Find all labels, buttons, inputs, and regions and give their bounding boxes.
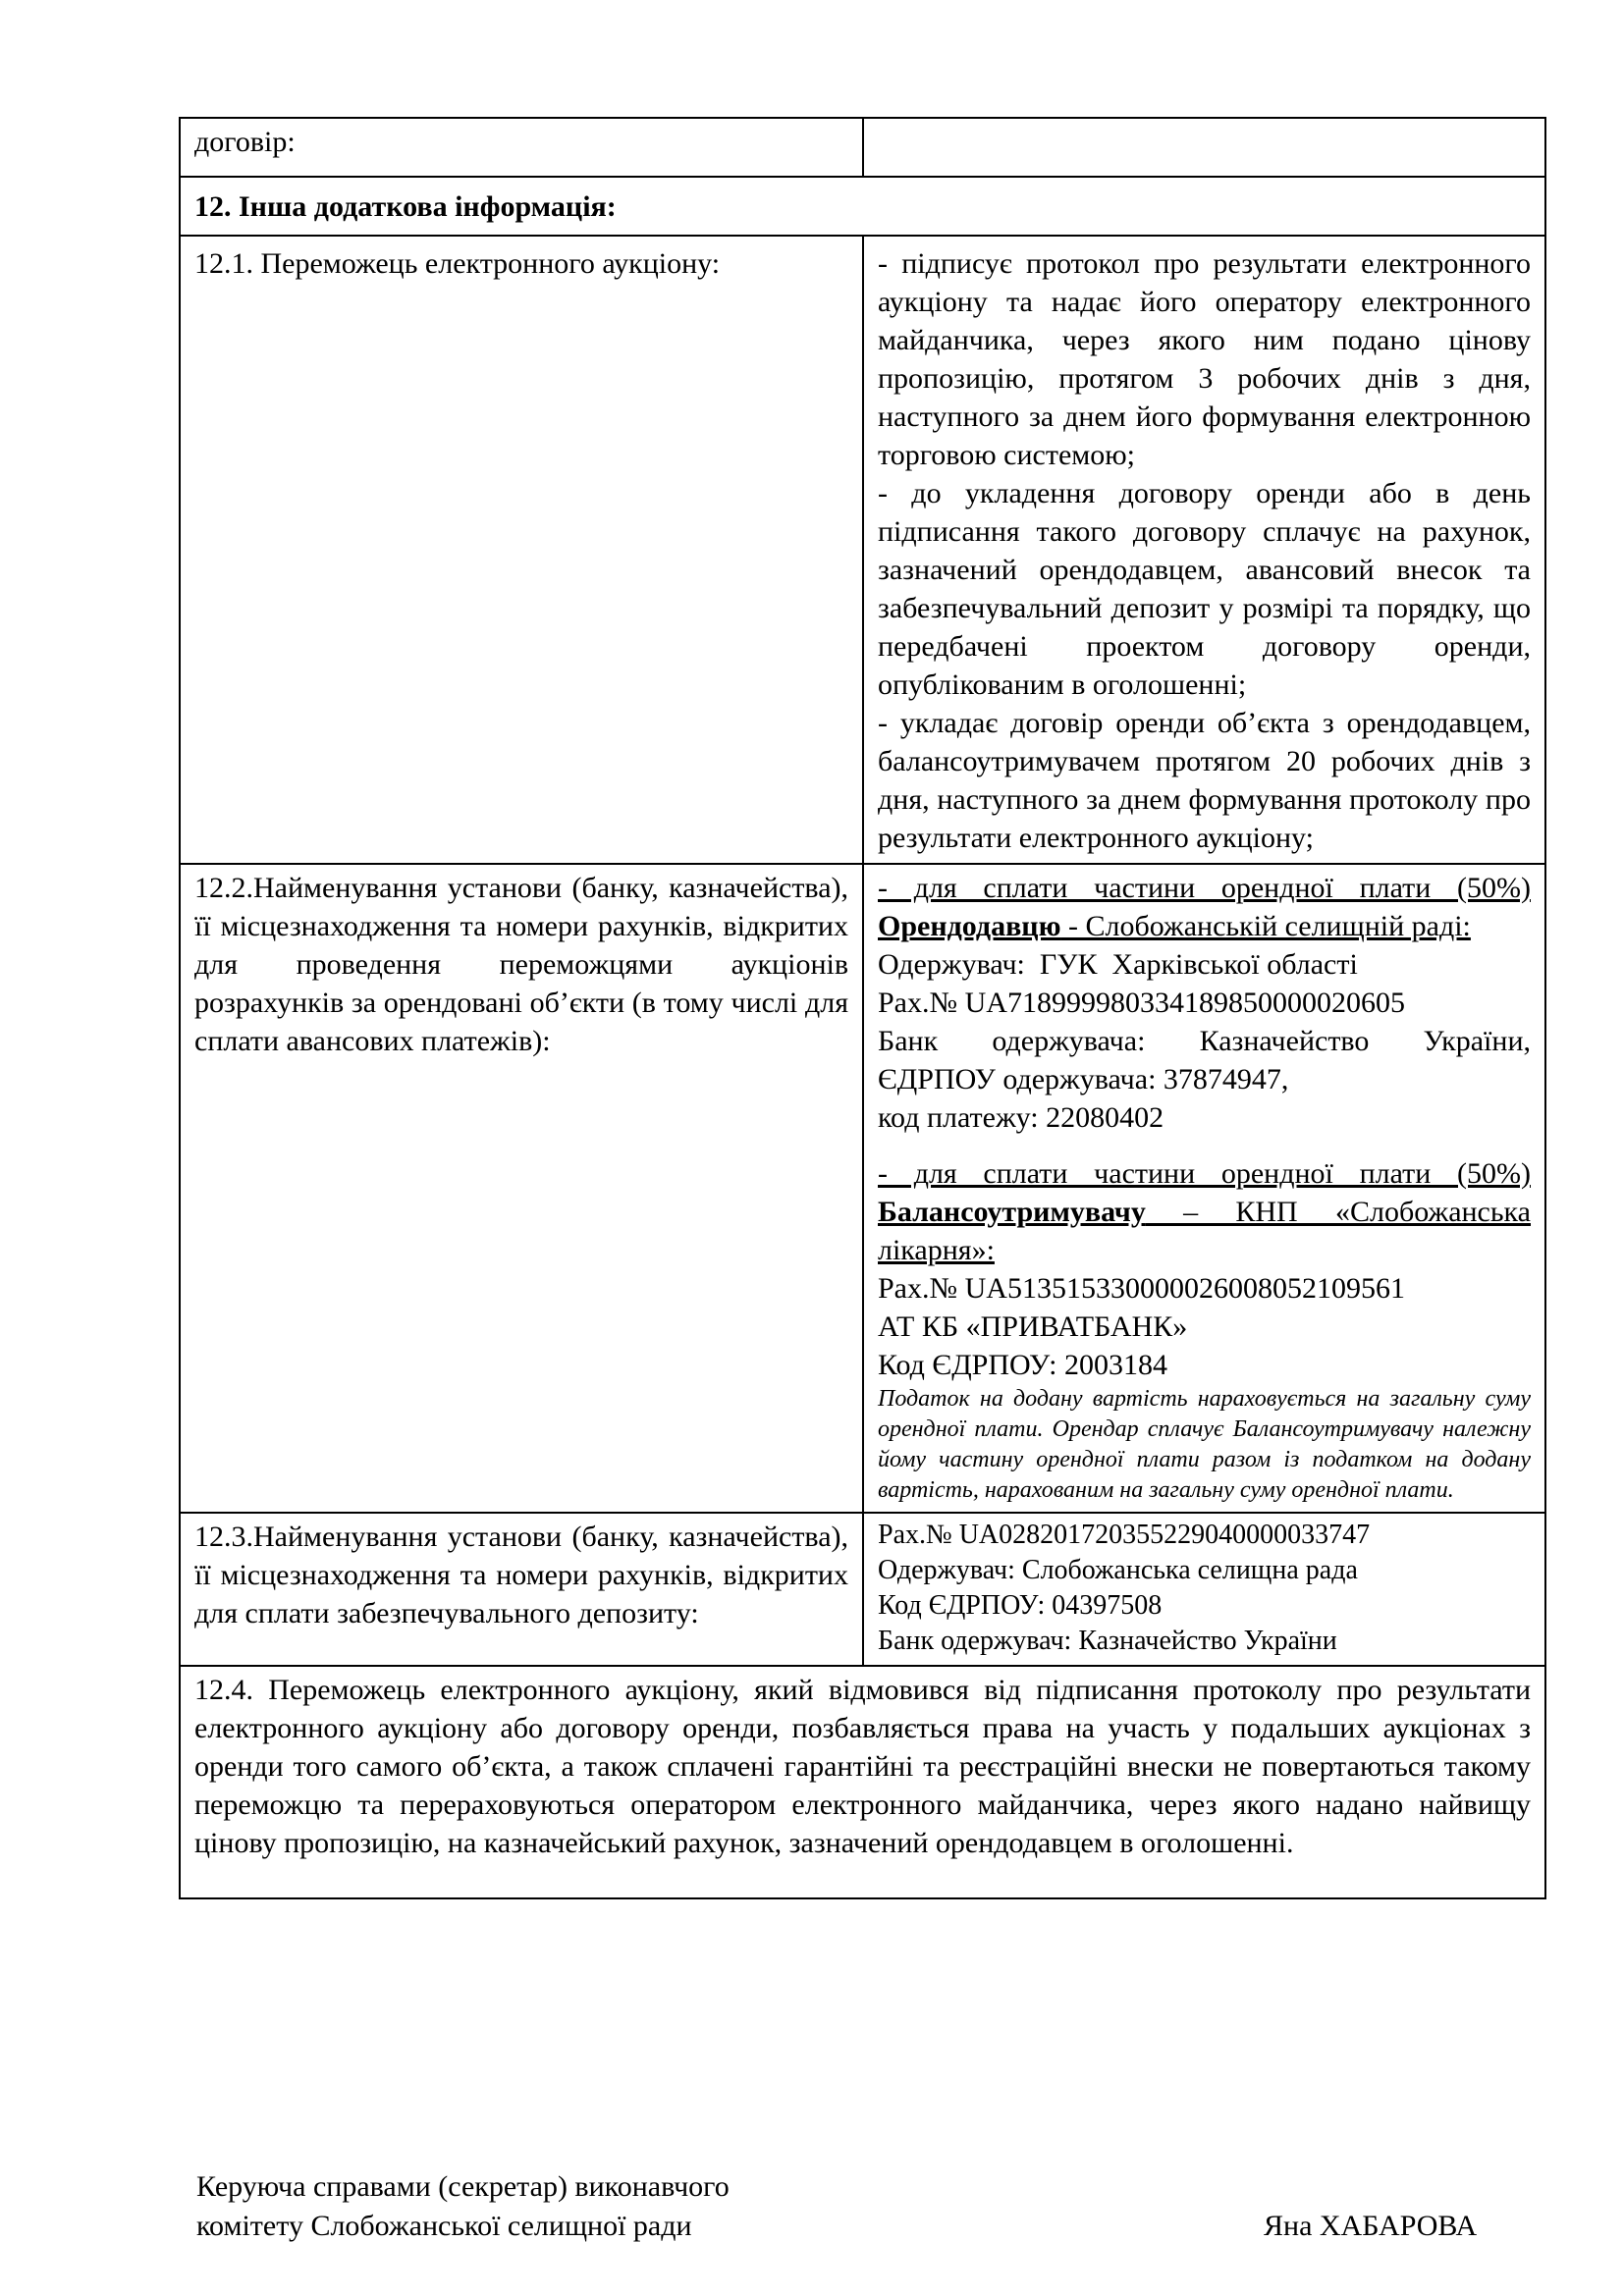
table-row-section-12	[180, 177, 1545, 236]
deposit-bank: Банк одержувач: Казначейство України	[878, 1626, 1337, 1656]
info-table	[179, 117, 1546, 1899]
signature-block	[196, 2167, 730, 2246]
table-row-12-4	[180, 1666, 1545, 1898]
landlord-rest: - Слобожанській селищній раді:	[1060, 910, 1471, 942]
row-12-2-text: Найменування установи (банку, казначейства), її місцезнаходження та номери рахунків, відкритих для проведення переможцями аукціонів розрахунків за орендовані об’єкти (в тому числі для сплати авансових платежів):	[194, 872, 848, 1057]
vat-note: Податок на додану вартість нараховується на загальну суму орендної плати. Орендар сплачує Балансоутримувачу належну йому частину орендної плати разом із податком на додану вартість, нарахованим на загальну суму орендної плати.	[878, 1386, 1531, 1503]
row-12-1-value	[863, 236, 1545, 864]
contract-value	[863, 118, 1545, 177]
deposit-edrpou: Код ЄДРПОУ: 04397508	[878, 1590, 1163, 1621]
table-row-12-2	[180, 864, 1545, 1513]
deposit-recipient: Одержувач: Слобожанська селищна рада	[878, 1555, 1358, 1585]
landlord-bank: Банк одержувача: Казначейство України,	[878, 1025, 1531, 1057]
holder-bank: АТ КБ «ПРИВАТБАНК»	[878, 1310, 1188, 1343]
holder-edrpou: Код ЄДРПОУ: 2003184	[878, 1349, 1167, 1381]
table-row-12-1	[180, 236, 1545, 864]
table-row-12-3	[180, 1513, 1545, 1666]
holder-rest: – КНП «Слобожанська лікарня»:	[878, 1196, 1531, 1266]
signer-position-line-2: комітету Слобожанської селищної ради	[196, 2210, 692, 2242]
table-row-contract	[180, 118, 1545, 177]
holder-account: Рах.№ UA513515330000026008052109561	[878, 1272, 1405, 1305]
holder-line	[878, 1193, 1531, 1269]
contract-label: договір:	[180, 118, 863, 177]
row-12-3-value	[863, 1513, 1545, 1666]
row-12-2-number: 12.2.	[194, 872, 253, 904]
row-12-1-label: 12.1. Переможець електронного аукціону:	[180, 236, 863, 864]
section-12-title: 12. Інша додаткова інформація:	[180, 177, 1545, 236]
row-12-3-label: 12.3.Найменування установи (банку, казначейства), її місцезнаходження та номери рахунків, відкритих для сплати забезпечувального депозиту:	[180, 1513, 863, 1666]
winner-duty-3: - укладає договір оренди об’єкта з орендодавцем, балансоутримувачем протягом 20 робочих днів з дня, наступного за днем формування протоколу про результати електронного аукціону;	[878, 707, 1531, 854]
spacer	[878, 1137, 1531, 1154]
landlord-recipient: Одержувач: ГУК Харківської області	[878, 948, 1358, 981]
holder-bold: Балансоутримувачу	[878, 1196, 1146, 1228]
holder-intro: - для сплати частини орендної плати (50%)	[878, 1157, 1531, 1190]
row-12-2-label	[180, 864, 863, 1513]
landlord-edrpou: ЄДРПОУ одержувача: 37874947,	[878, 1063, 1289, 1095]
landlord-account: Рах.№ UA718999980334189850000020605	[878, 987, 1405, 1019]
signer-position-line-1: Керуюча справами (секретар) виконавчого	[196, 2170, 730, 2203]
landlord-bold: Орендодавцю	[878, 910, 1061, 942]
row-12-4-text: 12.4. Переможець електронного аукціону, який відмовився від підписання протоколу про результати електронного аукціону або договору оренди, позбавляється права на участь у подальших аукціонах з оренди того самого об’єкта, а також сплачені гарантійні та реєстраційні внески не повертаються такому переможцю та перераховуються оператором електронного майданчика, через якого надано найвищу цінову пропозицію, на казначейський рахунок, зазначений орендодавцем в оголошенні.	[180, 1666, 1545, 1898]
landlord-intro: - для сплати частини орендної плати (50%)	[878, 872, 1531, 904]
row-12-2-value	[863, 864, 1545, 1513]
winner-duty-1: - підписує протокол про результати електронного аукціону та надає його оператору електронного майданчика, через якого ним подано цінову пропозицію, протягом 3 робочих днів з дня, наступного за днем його формування електронною торговою системою;	[878, 247, 1531, 471]
signer-name: Яна ХАБАРОВА	[1264, 2210, 1478, 2242]
deposit-account: Рах.№ UA028201720355229040000033747	[878, 1520, 1371, 1550]
winner-duty-2: - до укладення договору оренди або в день підписання такого договору сплачує на рахунок, зазначений орендодавцем, авансовий внесок та забезпечувальний депозит у розмірі та порядку, що передбачені проектом договору оренди, опублікованим в оголошенні;	[878, 477, 1531, 701]
landlord-line	[878, 907, 1531, 945]
landlord-payment-code: код платежу: 22080402	[878, 1101, 1164, 1134]
